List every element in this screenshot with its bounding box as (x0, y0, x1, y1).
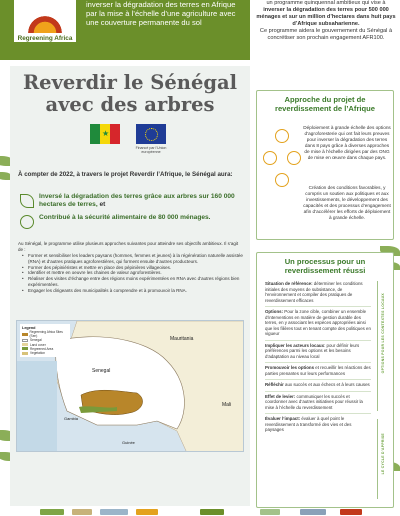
process-step: Réfléchir aux succès et aux échecs et à leurs causes (265, 380, 371, 392)
list-item: • Identifier et mettre en oeuvre les chaines de valeur agroforestières. (22, 270, 244, 276)
legend-item: Land cover (22, 343, 68, 347)
header-band (0, 0, 250, 60)
approach-icons (263, 121, 303, 233)
approach-card (256, 90, 394, 240)
legend-item: Senegal (22, 338, 68, 342)
tree-icon (20, 194, 34, 208)
page-title: Reverdir le Sénégal avec des arbres (22, 71, 238, 116)
process-step: Promouvoir les options et recueillir les réactions des parties prenantes sur leurs performances (265, 363, 371, 380)
partner-logo (340, 509, 362, 515)
legend-item: Regreening Africa Sites (Sen) (22, 330, 68, 338)
header-tagline: inverser la dégradation des terres en Afrique par la mise à l’échelle d’une agriculture avec une couverture permanente du sol (86, 0, 236, 27)
partner-logo (136, 509, 158, 515)
process-step: Situation de référence: déterminer les conditions initiales des moyens de subsistance, de l’environnement et compiler des pratiques de reverdissement efficaces (265, 279, 371, 307)
commitment-text: Contribué à la sécurité alimentaire de 80 000 ménages. (39, 214, 211, 221)
partner-logo (40, 509, 64, 515)
partner-logo (100, 509, 128, 515)
map-label-gambia: Gambia (64, 416, 79, 421)
process-side-bar (377, 281, 378, 411)
cycle-icon (275, 173, 289, 187)
process-step: Options: Pour la zone cible, combiner un ensemble d’interventions en matière de gestion durable des terres, en y associant les espèces appropriées ainsi que les filières tout en tenant compte des politiques en vigueur (265, 307, 371, 341)
approach-intro: Au Sénégal, le programme utilise plusieurs approches suivantes pour atteindre ses objectifs ambitieux. Il s’agit de : (18, 241, 239, 252)
approach-list (22, 253, 244, 294)
legend-title: Legend (22, 326, 36, 330)
legend-swatch (22, 343, 28, 346)
partner-logo (260, 509, 280, 515)
list-item: • Réaliser des visites d’échange entre des régions moins expérimentées en RNA avec d’autres régions bien expérimentées. (22, 276, 244, 288)
process-side-bar (377, 419, 378, 499)
commitment-text: Inversé la dégradation des terres grâce aux arbres sur 160 000 hectares de terres, et (39, 193, 235, 208)
legend-swatch (22, 352, 28, 355)
eu-funding-caption: Financé par l'Union européenne (135, 146, 167, 155)
commitment-item (20, 193, 244, 209)
people-icon (275, 129, 289, 143)
list-item: • Former des pépiniéristes et mettre en place des pépinières villageoises. (22, 265, 244, 271)
program-summary-bold: inverser la dégradation des terres pour 500 000 ménages et sur un million d’hectares dans huit pays d’Afrique subsaharienne. (256, 7, 396, 27)
legend-swatch (22, 347, 28, 350)
partner-logo (300, 509, 326, 515)
process-steps (265, 279, 371, 436)
eu-stars-ring (145, 128, 158, 141)
list-item: • Former et sensibiliser les leaders paysans (hommes, femmes et jeunes) à la régénération naturelle assistée (RNA) et d’autres pratiques agroforestières, qui forment ensuite d’autres producteurs. (22, 253, 244, 265)
program-goal-text: Ce programme aidera le gouvernement du Sénégal à concrétiser son prochain engagement AFR100. (259, 28, 393, 41)
process-step: Impliquer les acteurs locaux: pour définir leurs préférences parmi les options et les besoins d’adaptation au niveau local (265, 341, 371, 364)
partner-logo (200, 509, 224, 515)
partner-logo (72, 509, 92, 515)
sun-logo-icon (28, 11, 62, 33)
process-side-label-options: OPTIONS POUR LES CONTEXTES LOCAUX (381, 293, 385, 374)
senegal-flag-icon: ★ (90, 124, 120, 144)
process-step: Évaluer l’impact: évaluer à quel point le reverdissement a transformé des vies et des paysages (265, 416, 352, 432)
approach-card-title: Approche du projet de reverdissement de l’Afrique (274, 95, 376, 113)
map-label-guinea: Guinée (122, 440, 135, 445)
tree-icon (287, 151, 301, 165)
process-card-title: Un processus pour un reverdissement réussi (284, 257, 366, 275)
logo-text: Regreening Africa (17, 35, 73, 42)
process-card (256, 252, 394, 508)
legend-item: Regreened Area (22, 347, 68, 351)
legend-item: Vegetation (22, 351, 68, 355)
regreening-africa-logo (14, 0, 76, 42)
header-program-summary (256, 0, 396, 42)
commitment-item (20, 214, 244, 229)
map-label-mauritania: Mauritania (170, 336, 194, 342)
legend-swatch (22, 333, 28, 336)
header (0, 0, 400, 60)
process-step: Effet de levier: communiquer les succès et coordonner avec d’autres initiatives pour réussir la mise à l’échelle du reverdissement (265, 392, 371, 415)
eu-flag-icon (136, 124, 166, 144)
process-side-label-cycle: LE CYCLE D’APPRISE (381, 433, 385, 475)
legend-swatch (22, 339, 28, 342)
food-bowl-icon (20, 215, 34, 229)
intro-text: À compter de 2022, à travers le projet Reverdir l’Afrique, le Sénégal aura: (18, 171, 233, 178)
map-label-mali: Mali (222, 402, 232, 408)
list-item: • Engager les dirigeants des municipalités à comprendre et à promouvoir la RNA. (22, 288, 244, 294)
map-legend (20, 324, 70, 357)
plant-icon (263, 151, 277, 165)
program-summary-text: un programme quinquennal ambitieux qui vise à (266, 0, 386, 6)
map-label-senegal: Senegal (92, 368, 111, 374)
approach-paragraph: Création des conditions favorables, y compris un soutien aux politiques et aux investissements, le développement des capacités et des processus d’engagement afin d’accélérer les efforts de déploiement à grande échelle. (303, 185, 391, 220)
approach-paragraph: Déploiement à grande échelle des options d’agroforesterie qui ont fait leurs preuves pour inverser la dégradation des terres dans 8 pays grâce à diverses approches de mise à l’échelle dirigées par des ONG de mise en œuvre dans chaque pays. (303, 125, 391, 160)
